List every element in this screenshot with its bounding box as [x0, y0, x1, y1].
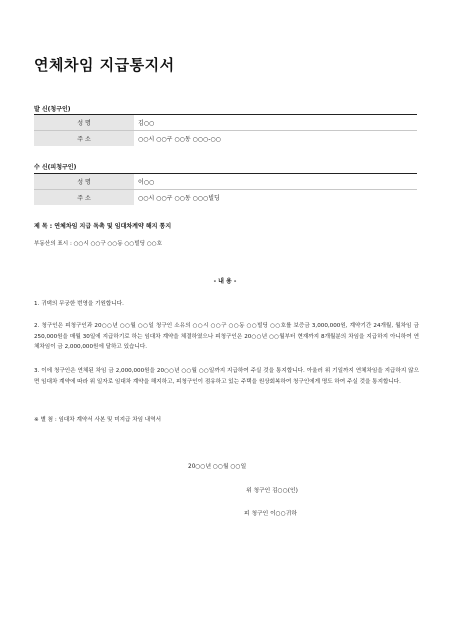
recipient-name-value: 이○○: [134, 174, 417, 190]
recipient-table: [34, 174, 417, 205]
recipient-heading: 수 신(피청구인): [34, 164, 77, 171]
recipient-name-label: 성 명: [34, 174, 134, 190]
document-date: 20○○년 ○○월 ○○일: [188, 464, 247, 470]
paragraph-3: 3. 이에 청구인은 연체된 차임 금 2,000,000원을 20○○년 ○○월 ○○일까지 지급하여 주실 것을 통지합니다. 아울러 위 기일까지 연체차임을 지급하지 않으면 임대차 계약에 따라 위 일자로 임대차 계약을 해지하고, 피청구인이 점유하고 있는 주택을 원상회복하여 청구인에게 명도 하여 주실 것을 통지합니다.: [34, 368, 419, 385]
recipient-address-row: [34, 190, 417, 206]
sender-address-row: [34, 131, 417, 147]
property-description: 부동산의 표시 : ○○시 ○○구 ○○동 ○○빌딩 ○○호: [34, 241, 162, 247]
document-title: 연체차임 지급통지서: [34, 56, 175, 74]
claimant-signature: 위 청구인 김○○(인): [246, 488, 298, 494]
sender-name-value: 김○○: [134, 115, 417, 131]
content-heading: - 내 용 -: [213, 278, 237, 285]
recipient-address-value: ○○시 ○○구 ○○동 ○○○빌딩: [138, 195, 220, 202]
sender-table: [34, 115, 417, 146]
subject-line: 제 목 : 연체차임 지급 독촉 및 임대차계약 해지 통지: [34, 223, 172, 230]
paragraph-1: 1. 귀댁의 무궁한 번영을 기원합니다.: [34, 301, 124, 307]
sender-address-label: 주 소: [34, 131, 134, 147]
sender-name-label: 성 명: [34, 115, 134, 131]
respondent-signature: 피 청구인 이○○귀하: [244, 511, 298, 517]
attachment-note: ※ 별 첨 : 임대차 계약서 사본 및 미지급 차임 내역서: [34, 417, 162, 423]
recipient-name-row: [34, 174, 417, 190]
sender-name-row: [34, 115, 417, 131]
sender-heading: 발 신(청구인): [34, 106, 71, 113]
paragraph-2: 2. 청구인은 피청구인과 20○○년 ○○월 ○○일 청구인 소유의 ○○시 ○○구 ○○동 ○○빌딩 ○○호를 보증금 3,000,000원, 계약기간 24개월, 월차임 금 250,000원을 매월 30일에 지급하기로 하는 임대차 계약을 체결하였으나 피청구인은 20○○년 ○○월부터 현재까지 8개월분의 차임을 지급하지 아니하여 연체차임이 금 2,000,000원에 달하고 있습니다.: [34, 323, 419, 350]
recipient-address-label: 주 소: [34, 190, 134, 206]
sender-address-value: ○○시 ○○구 ○○동 ○○○-○○: [138, 136, 221, 143]
